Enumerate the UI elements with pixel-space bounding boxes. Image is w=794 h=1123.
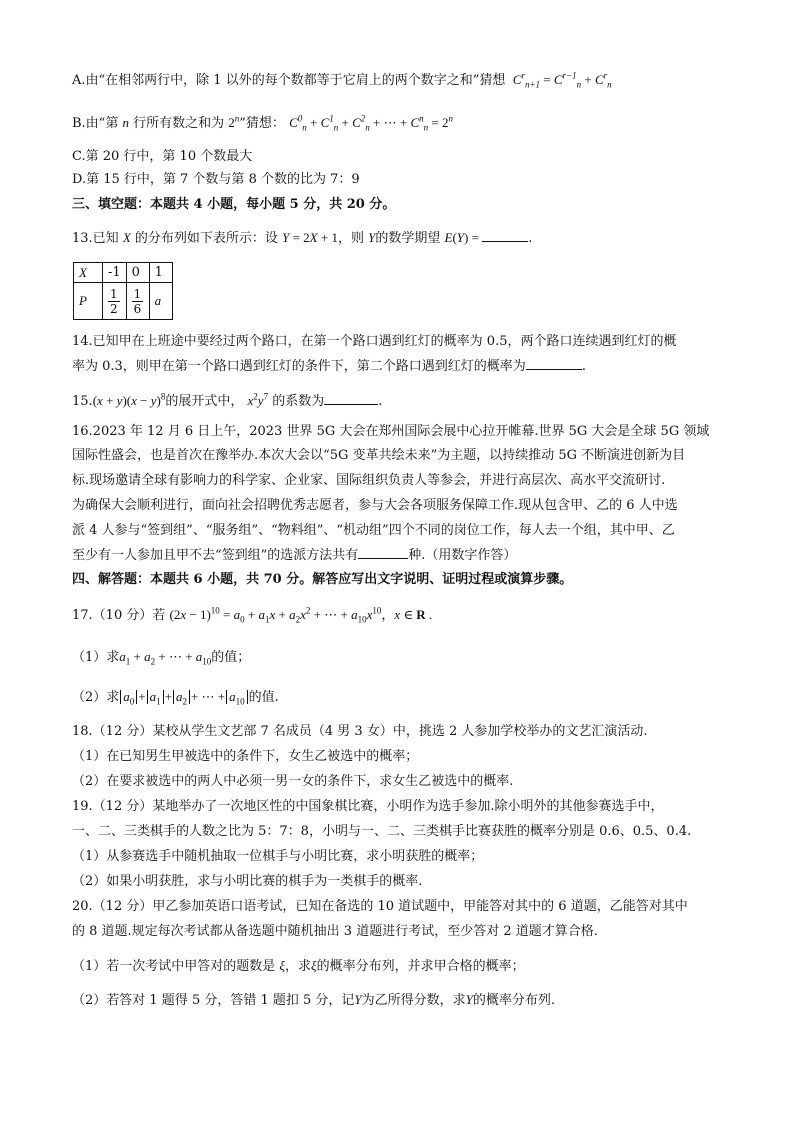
table-header-x: X <box>74 263 103 283</box>
q17-p1-text-2: 的值； <box>211 650 251 665</box>
q14-answer-blank <box>526 357 582 370</box>
option-b-var-n: n <box>122 115 129 130</box>
option-b-formula: $C^0_n + C^1_n + C^2_n$ + ⋯ + $C^n_n = 2^n$ <box>289 113 453 133</box>
table-cell-a: a <box>149 283 172 320</box>
option-b-text-1: B.由“第 <box>72 116 119 131</box>
option-b-text-3: ”猜想： <box>239 116 285 131</box>
q20-var-y: Y <box>354 992 362 1007</box>
q20-var-xi-2: ξ <box>311 958 317 973</box>
q20-var-xi: ξ <box>279 958 285 973</box>
q17-expansion: $(2x - 1)^{10} = a_0 + a_1x + a_2x^2$ + ⋯ + $a_{10}x^{10}$，x ∈ R . <box>169 605 433 625</box>
question-19-part-1: （1）从参赛选手中随机抽取一位棋手与小明比赛，求小明获胜的概率； <box>72 849 484 864</box>
q13-var-x: X <box>122 230 131 245</box>
q20-p2-text-3: 的概率分布列. <box>472 993 556 1008</box>
q15-text-2: 的展开式中， <box>165 394 244 409</box>
table-header-neg1: -1 <box>103 263 127 283</box>
question-20-line-1: 20.（12 分）甲乙参加英语口语考试，已知在备选的 10 道试题中，甲能答对其中的 6 道题，乙能答对其中 <box>72 899 688 914</box>
question-18-part-2: （2）在要求被选中的两人中必须一男一女的条件下，求女生乙被选中的概率. <box>72 774 514 789</box>
q16-text-2: 种.（用数字作答） <box>408 548 517 563</box>
question-17-part-2 <box>72 688 279 707</box>
q20-p1-text-2: ，求 <box>285 959 312 974</box>
question-20-line-2: 的 8 道题.规定每次考试都从备选题中随机抽出 3 道题进行考试，至少答对 2 道题才算合格. <box>72 924 598 939</box>
q15-term: $x^2y^7$ <box>247 391 269 408</box>
section-3-title: 三、填空题：本题共 4 小题，每小题 5 分，共 20 分。 <box>72 197 396 212</box>
question-17 <box>72 606 432 625</box>
option-a-text: A.由“在相邻两行中，除 1 以外的每个数都等于它肩上的两个数字之和”猜想 <box>72 73 506 88</box>
q20-p1-text-3: 的概率分布列，并求甲合格的概率； <box>316 959 525 974</box>
table-header-1: 1 <box>149 263 172 283</box>
question-14-line-2 <box>72 357 586 376</box>
q20-p2-text-1: （2）若答对 1 题得 5 分，答错 1 题扣 5 分，记 <box>72 993 355 1008</box>
p1-numerator: 1 <box>110 286 118 301</box>
q15-answer-blank <box>324 392 378 405</box>
question-18-line-1: 18.（12 分）某校从学生文艺部 7 名成员（4 男 3 女）中，挑选 2 人参加学校举办的文艺汇演活动. <box>72 724 648 739</box>
q17-p2-text-2: 的值. <box>248 690 279 705</box>
q17-p1-sum: $a_1 + a_2$ + ⋯ + $a_{10}$ <box>119 649 212 667</box>
q20-p2-text-2: 为乙所得分数，求 <box>361 993 466 1008</box>
q20-var-y-2: Y <box>465 992 473 1007</box>
question-17-part-1 <box>72 648 250 667</box>
q14-text: 率为 0.3，则甲在第一个路口遇到红灯的条件下，第二个路口遇到红灯的概率为 <box>72 359 526 374</box>
q17-text: 17.（10 分）若 <box>72 608 166 623</box>
q17-p2-sum: $a_0 + a_1 + a_2$ + ⋯ + $a_{10}$ <box>119 689 248 704</box>
q13-text-3: ，则 <box>337 231 364 246</box>
question-20-part-1 <box>72 957 525 976</box>
q17-p2-text-1: （2）求 <box>72 690 120 705</box>
table-cell-p1 <box>103 283 127 320</box>
table-header-0: 0 <box>126 263 149 283</box>
q15-expression: $(x + y)(x - y)^8$ <box>92 391 166 408</box>
question-19-part-2: （2）如果小明获胜，求与小明比赛的棋手为一类棋手的概率. <box>72 874 423 889</box>
question-16-line-4: 为确保大会顺利进行，面向社会招聘优秀志愿者，参与大会各项服务保障工作.现从包含甲、乙的 6 人中选 <box>72 498 678 513</box>
q13-var-y: Y <box>368 230 376 245</box>
question-20-part-2 <box>72 991 555 1010</box>
distribution-table <box>73 262 173 320</box>
question-15 <box>72 392 382 411</box>
option-d: D.第 15 行中，第 7 个数与第 8 个数的比为 7：9 <box>72 172 360 187</box>
option-a-formula: $C^r_{n+1} = C^{r-1}_n + C^r_n$ <box>509 70 612 90</box>
question-16-line-1: 16.2023 年 12 月 6 日上午，2023 世界 5G 大会在郑州国际会展中心拉开帷幕.世界 5G 大会是全球 5G 领域 <box>72 424 710 439</box>
q13-text-4: 的数学期望 <box>375 231 441 246</box>
q20-p1-text-1: （1）若一次考试中甲答对的题数是 <box>72 959 276 974</box>
question-14-line-1: 14.已知甲在上班途中要经过两个路口，在第一个路口遇到红灯的概率为 0.5，两个路口连续遇到红灯的概 <box>72 334 677 349</box>
question-16-line-6 <box>72 546 516 565</box>
question-16-line-5: 派 4 人参与“签到组”、“服务组”、“物料组”、“机动组”四个不同的岗位工作，每人去一个组，其中甲、乙 <box>72 523 675 538</box>
p2-numerator: 1 <box>133 286 142 301</box>
option-b-power: 2$^n$ <box>228 113 240 130</box>
q17-p1-text-1: （1）求 <box>72 650 120 665</box>
q15-end: . <box>378 394 383 409</box>
question-16-line-2: 国际性盛会，也是首次在豫举办.本次大会以“5G 变革共绘未来”为主题，以持续推动 5G 不断演进创新为目 <box>72 448 686 463</box>
p1-denominator: 2 <box>110 301 118 316</box>
p2-denominator: 6 <box>133 301 142 316</box>
q16-text-1: 至少有一人参加且甲不去“签到组”的选派方法共有 <box>72 548 359 563</box>
table-row-label-p: P <box>74 283 103 320</box>
table-cell-p2 <box>126 283 149 320</box>
q13-text-1: 13.已知 <box>72 231 119 246</box>
q13-expectation: E(Y) = <box>444 230 483 245</box>
q13-answer-blank <box>482 229 528 242</box>
q15-text-3: 的系数为 <box>272 394 325 409</box>
option-b-text-2: 行所有数之和为 <box>133 116 225 131</box>
question-16-line-3: 标.现场邀请全球有影响力的科学家、企业家、国际组织负责人等参会，并进行高层次、高水平交流研讨. <box>72 473 666 488</box>
section-4-title: 四、解答题：本题共 6 小题，共 70 分。解答应写出文字说明、证明过程或演算步骤。 <box>72 572 573 587</box>
q16-answer-blank <box>358 546 408 559</box>
question-13 <box>72 229 532 248</box>
option-b <box>72 114 453 133</box>
q13-relation: Y = 2X + 1 <box>282 230 338 245</box>
q15-text-1: 15. <box>72 394 93 409</box>
q14-end: . <box>581 359 586 374</box>
question-18-part-1: （1）在已知男生甲被选中的条件下，女生乙被选中的概率； <box>72 749 419 764</box>
option-c: C.第 20 行中，第 10 个数最大 <box>72 149 253 164</box>
q13-end: . <box>528 231 533 246</box>
question-19-line-1: 19.（12 分）某地举办了一次地区性的中国象棋比赛，小明作为选手参加.除小明外的其他参赛选手中， <box>72 799 664 814</box>
question-19-line-2: 一、二、三类棋手的人数之比为 5：7：8，小明与一、二、三类棋手比赛获胜的概率分别是 0.6、0.5、0.4. <box>72 824 692 839</box>
option-a <box>72 71 612 90</box>
q13-text-2: 的分布列如下表所示：设 <box>134 231 278 246</box>
